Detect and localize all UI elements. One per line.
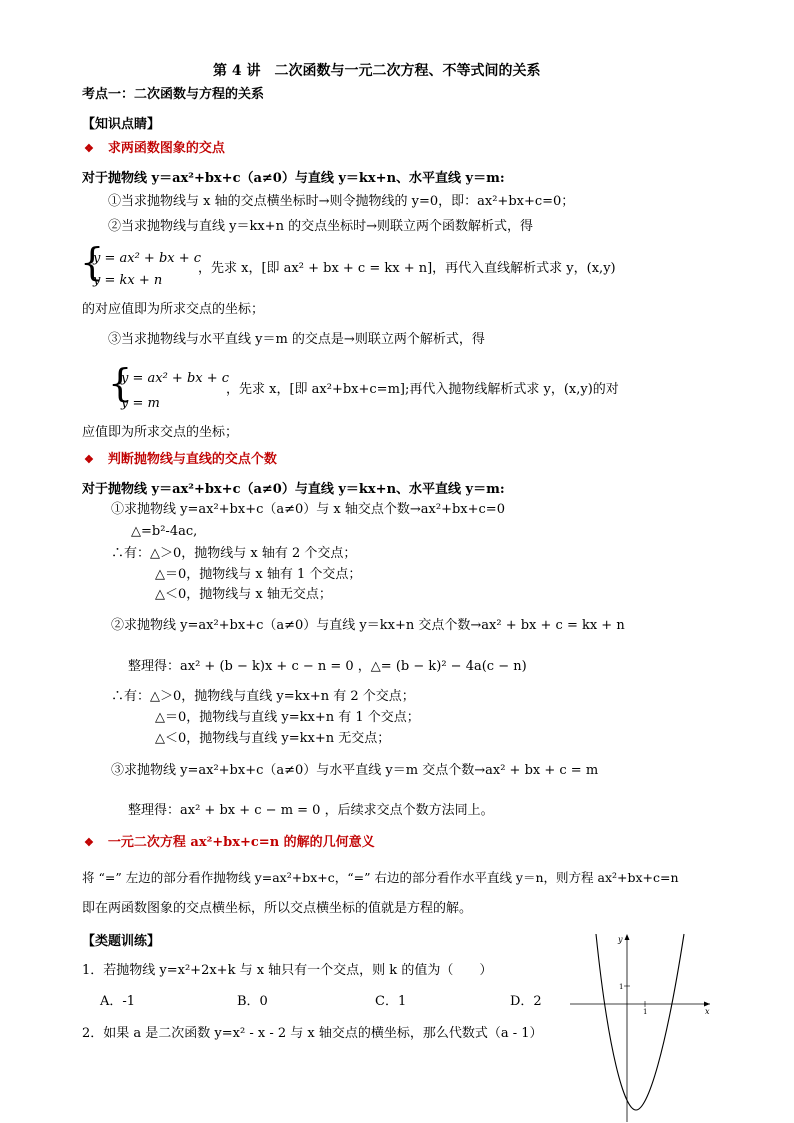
subsection-title <box>84 834 375 852</box>
paragraph: ，先求 x，[即 ax² + bx + c = kx + n]，再代入直线解析式求 y，(x,y) <box>198 261 616 276</box>
diamond-bullet-icon: ❖ <box>84 836 94 849</box>
list-item: ②求抛物线 y=ax²+bx+c（a≠0）与直线 y＝kx+n 交点个数→ax² + bx + c = kx + n <box>111 618 625 633</box>
formula: 整理得：ax² + (b − k)x + c − n = 0 ，△= (b − k)² − 4a(c − n) <box>128 659 527 674</box>
parabola-graph <box>566 930 716 1123</box>
result-line: △＜0，抛物线与直线 y=kx+n 无交点； <box>155 731 391 746</box>
result-line: △＝0，抛物线与直线 y=kx+n 有 1 个交点； <box>155 710 420 725</box>
brace-symbol: { <box>108 361 133 405</box>
option-d: D．2 <box>510 994 542 1009</box>
option-a: A．-1 <box>100 994 136 1009</box>
option-b: B．0 <box>237 994 268 1009</box>
result-line: △＝0，抛物线与 x 轴有 1 个交点； <box>155 567 362 582</box>
option-c: C．1 <box>375 994 407 1009</box>
diamond-bullet-icon: ❖ <box>84 453 94 466</box>
equation: y = ax² + bx + c <box>121 371 230 386</box>
subsection-text: 求两函数图象的交点 <box>107 141 225 156</box>
parabola-curve <box>596 934 684 1110</box>
paragraph: 应值即为所求交点的坐标； <box>82 425 239 440</box>
subsection-title <box>84 451 277 469</box>
question-1: 1．若抛物线 y=x²+2x+k 与 x 轴只有一个交点，则 k 的值为（ ） <box>82 963 493 978</box>
equation: y = kx + n <box>93 273 163 288</box>
subsection-text: 判断抛物线与直线的交点个数 <box>107 452 277 467</box>
subsection-title <box>84 140 225 158</box>
exercise-header: 【类题训练】 <box>82 934 161 949</box>
paragraph: 对于抛物线 y＝ax²+bx+c（a≠0）与直线 y＝kx+n、水平直线 y＝m: <box>82 171 505 186</box>
equation: y = m <box>121 396 160 411</box>
list-item: ①当求抛物线与 x 轴的交点横坐标时→则令抛物线的 y=0，即：ax²+bx+c=0； <box>108 194 575 209</box>
x-axis-arrow-icon <box>704 1002 710 1007</box>
brace-symbol: { <box>80 240 105 284</box>
list-item: ②当求抛物线与直线 y＝kx+n 的交点坐标时→则联立两个函数解析式，得 <box>108 219 533 234</box>
formula: 整理得：ax² + bx + c − m = 0 ，后续求交点个数方法同上。 <box>128 803 494 818</box>
x-tick-label: 1 <box>643 1008 648 1016</box>
list-item: ①求抛物线 y=ax²+bx+c（a≠0）与 x 轴交点个数→ax²+bx+c=0 <box>111 502 505 517</box>
paragraph: 对于抛物线 y＝ax²+bx+c（a≠0）与直线 y＝kx+n、水平直线 y＝m: <box>82 482 505 497</box>
page-title: 第 4 讲 二次函数与一元二次方程、不等式间的关系 <box>213 63 541 79</box>
knowledge-header: 【知识点睛】 <box>82 117 161 132</box>
list-item: ③当求抛物线与水平直线 y＝m 的交点是→则联立两个解析式，得 <box>108 332 485 347</box>
formula: △=b²-4ac, <box>131 524 198 539</box>
paragraph: 的对应值即为所求交点的坐标； <box>82 302 265 317</box>
subsection-text: 一元二次方程 ax²+bx+c=n 的解的几何意义 <box>107 835 375 850</box>
section-heading: 考点一：二次函数与方程的关系 <box>82 87 265 102</box>
y-axis-label: y <box>618 935 623 944</box>
result-line: ∴有：△＞0，抛物线与 x 轴有 2 个交点； <box>111 546 357 561</box>
list-item: ③求抛物线 y=ax²+bx+c（a≠0）与水平直线 y＝m 交点个数→ax² + bx + c = m <box>111 763 599 778</box>
paragraph: 即在两函数图象的交点横坐标，所以交点横坐标的值就是方程的解。 <box>82 901 473 916</box>
paragraph: ，先求 x，[即 ax²+bx+c=m];再代入抛物线解析式求 y，(x,y)的对 <box>226 382 619 397</box>
y-axis-arrow-icon <box>625 934 630 940</box>
result-line: ∴有：△＞0，抛物线与直线 y=kx+n 有 2 个交点； <box>111 689 415 704</box>
x-axis-label: x <box>705 1007 710 1016</box>
paragraph: 将 “=” 左边的部分看作抛物线 y=ax²+bx+c，“=” 右边的部分看作水平直线 y＝n，则方程 ax²+bx+c=n <box>82 870 679 885</box>
question-2: 2．如果 a 是二次函数 y=x² - x - 2 与 x 轴交点的横坐标，那么代数式（a - 1） <box>82 1026 543 1041</box>
equation: y = ax² + bx + c <box>93 251 202 266</box>
y-tick-label: 1 <box>619 983 624 991</box>
diamond-bullet-icon: ❖ <box>84 142 94 155</box>
result-line: △＜0，抛物线与 x 轴无交点； <box>155 587 332 602</box>
